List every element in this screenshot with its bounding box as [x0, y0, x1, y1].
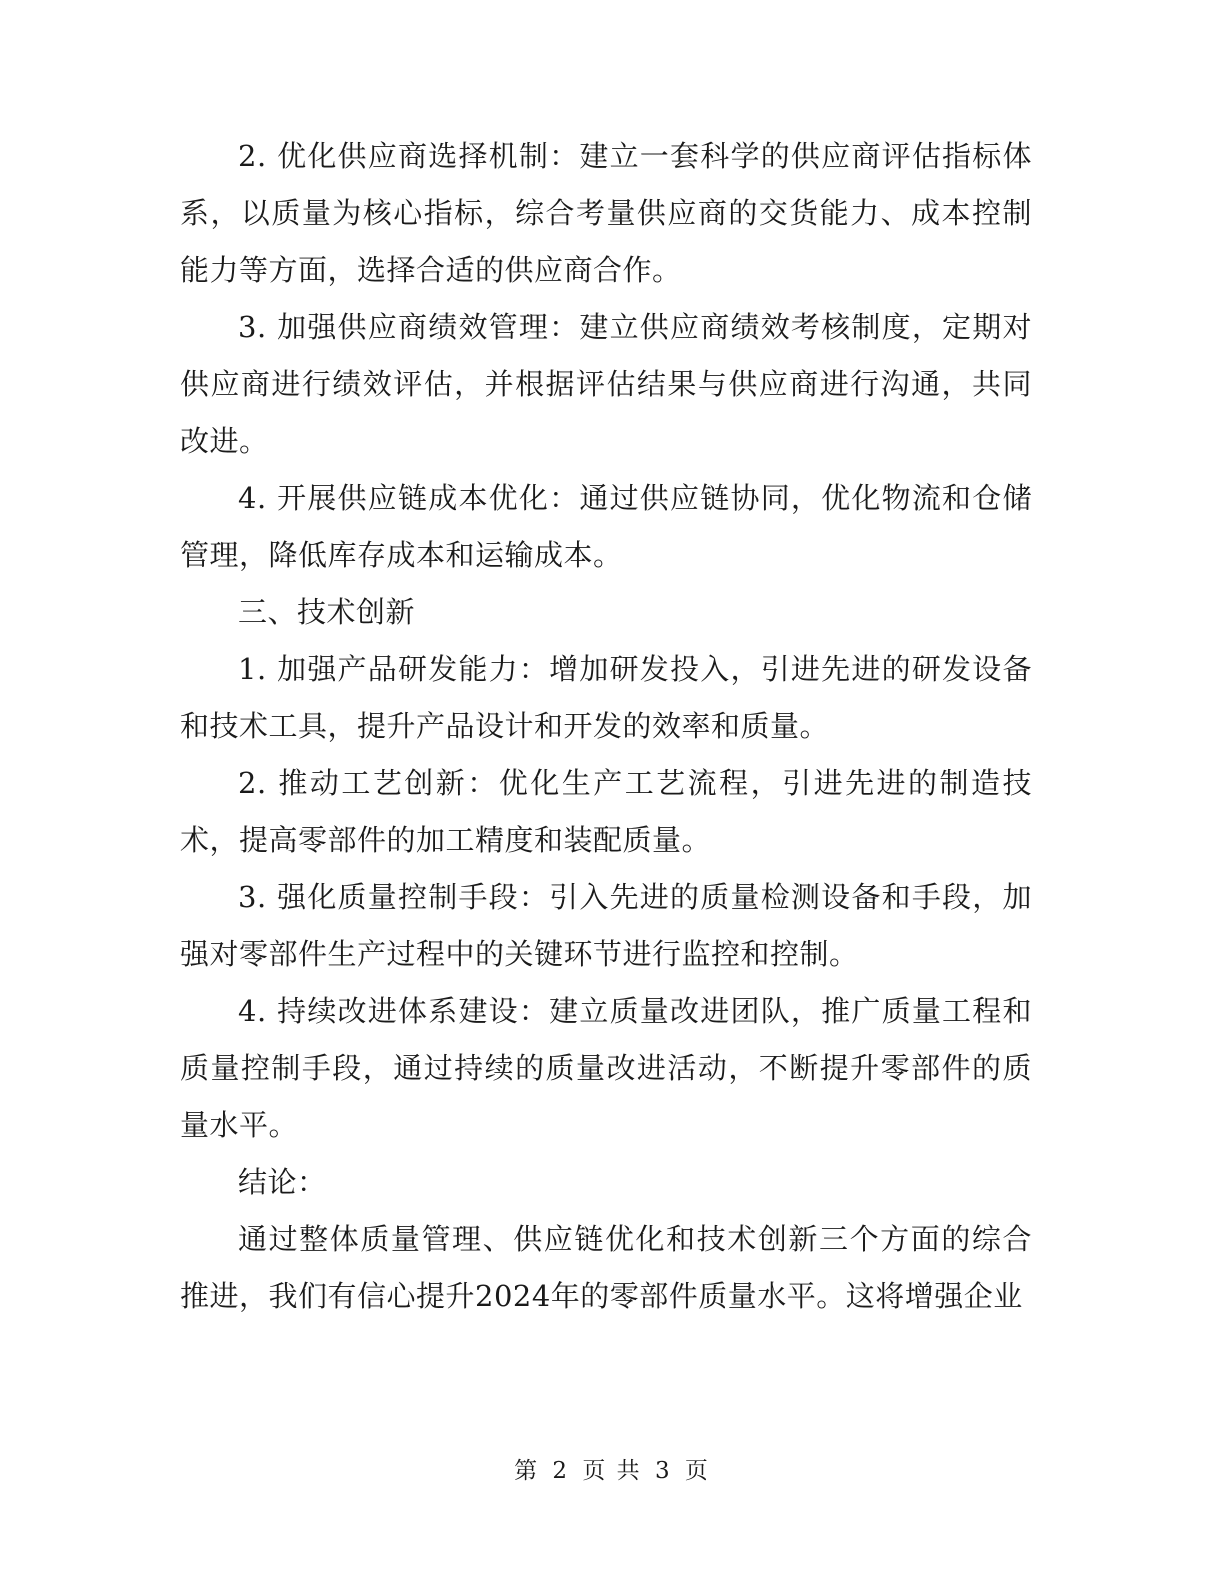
current-page-number: 2 [552, 1458, 570, 1484]
paragraph-conclusion: 通过整体质量管理、供应链优化和技术创新三个方面的综合推进，我们有信心提升2024年的零部件质量水平。这将增强企业 [180, 1222, 1032, 1313]
paragraph-continuous-improvement: 4. 持续改进体系建设：建立质量改进团队，推广质量工程和质量控制手段，通过持续的质量改进活动，不断提升零部件的质量水平。 [180, 994, 1032, 1142]
footer-prefix: 第 [514, 1458, 540, 1484]
conclusion-heading: 结论： [238, 1165, 327, 1199]
paragraph-supplier-selection: 2. 优化供应商选择机制：建立一套科学的供应商评估指标体系，以质量为核心指标，综合考量供应商的交货能力、成本控制能力等方面，选择合适的供应商合作。 [180, 139, 1032, 287]
section-heading-tech-innovation: 三、技术创新 [238, 595, 416, 629]
paragraph-process-innovation: 2. 推动工艺创新：优化生产工艺流程，引进先进的制造技术，提高零部件的加工精度和装配质量。 [180, 766, 1032, 857]
document-body [180, 128, 1032, 1325]
paragraph-supply-chain-cost: 4. 开展供应链成本优化：通过供应链协同，优化物流和仓储管理，降低库存成本和运输成本。 [180, 481, 1032, 572]
page-footer [0, 1456, 1224, 1486]
footer-mid: 页 共 [582, 1458, 642, 1484]
paragraph-rd-capability: 1. 加强产品研发能力：增加研发投入，引进先进的研发设备和技术工具，提升产品设计和开发的效率和质量。 [180, 652, 1032, 743]
paragraph-quality-control: 3. 强化质量控制手段：引入先进的质量检测设备和手段，加强对零部件生产过程中的关键环节进行监控和控制。 [180, 880, 1032, 971]
footer-suffix: 页 [684, 1458, 710, 1484]
total-page-count: 3 [654, 1458, 672, 1484]
paragraph-supplier-performance: 3. 加强供应商绩效管理：建立供应商绩效考核制度，定期对供应商进行绩效评估，并根据评估结果与供应商进行沟通，共同改进。 [180, 310, 1032, 458]
